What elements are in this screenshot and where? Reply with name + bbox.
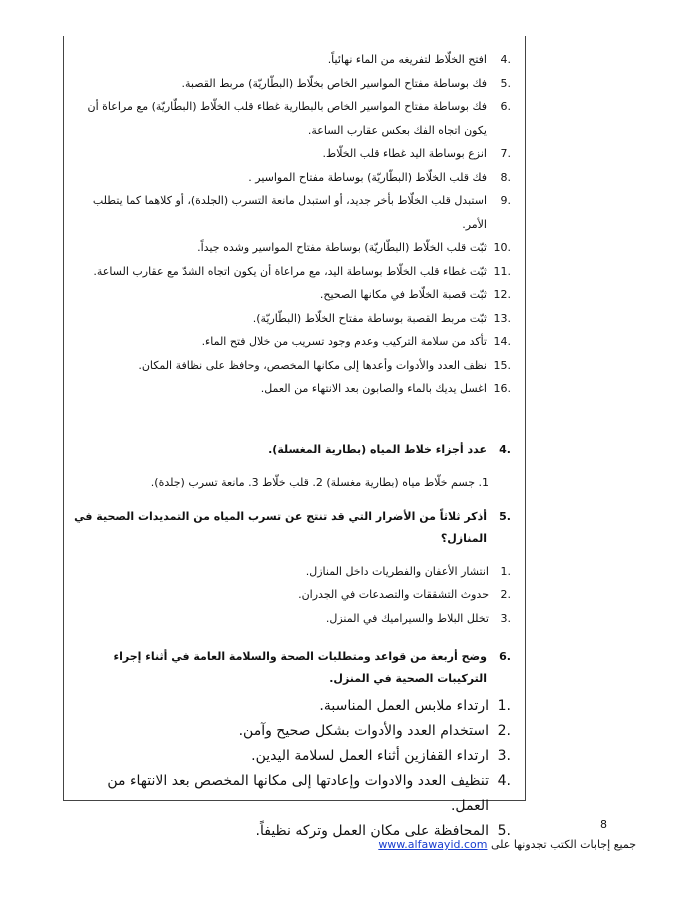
footer-link[interactable]: www.alfawayid.com	[378, 838, 488, 851]
answer-6-list	[67, 694, 511, 844]
list-item: 8. فك قلب الخلّاط (البطّاريّة) بوساطة مفتاح المواسير .	[248, 170, 511, 184]
list-item: 1. ارتداء ملابس العمل المناسبة.	[319, 698, 511, 714]
list-item: 3. تخلل البلاط والسيراميك في المنزل.	[325, 611, 511, 625]
list-item: 7. انزع بوساطة اليد غطاء قلب الخلّاط.	[322, 147, 511, 160]
footer-text: جميع إجابات الكتب تجدونها على	[490, 838, 636, 851]
page-number: 8	[600, 818, 607, 831]
list-item-continuation: الأمر.	[462, 217, 487, 231]
list-item: 12. ثبّت قصبة الخلّاط في مكانها الصحيح.	[319, 288, 511, 301]
list-item: 5. المحافظة على مكان العمل وتركه نظيفاً.	[255, 823, 511, 839]
list-item: 15. نظف العدد والأدوات وأعدها إلى مكانها المخصص، وحافظ على نظافة المكان.	[138, 358, 511, 372]
footer	[360, 838, 636, 851]
list-item: 1. انتشار الأعفان والفطريات داخل المنازل.	[305, 564, 511, 578]
list-item: 4. تنظيف العدد والادوات وإعادتها إلى مكانها المخصص بعد الانتهاء من العمل.	[107, 773, 511, 814]
answer-4: 1. جسم خلّاط مياه (بطارية مغسلة) 2. قلب خلّاط 3. مانعة تسرب (جلدة).	[150, 475, 489, 489]
list-item: 13. ثبّت مربط القصبة بوساطة مفتاح الخلّاط (البطّاريّة).	[252, 311, 511, 325]
steps-list	[67, 48, 511, 401]
list-item: 9. استبدل قلب الخلّاط بأخر جديد، أو استبدل مانعة التسرب (الجلدة)، أو كلاهما كما يتطلب	[92, 194, 511, 207]
list-item: 3. ارتداء القفازين أثناء العمل لسلامة اليدين.	[251, 748, 511, 764]
answer-5-list	[67, 560, 511, 631]
list-item: 2. حدوث التشققات والتصدعات في الجدران.	[298, 588, 511, 601]
list-item: 10. ثبّت قلب الخلّاط (البطّاريّة) بوساطة مفتاح المواسير وشده جيداً.	[197, 241, 511, 254]
list-item: 16. اغسل يديك بالماء والصابون بعد الانتهاء من العمل.	[260, 382, 511, 395]
question-5: 5. أذكر ثلاثاً من الأضرار التي قد تنتج عن تسرب المياه من التمديدات الصحية في المنازل؟	[74, 509, 511, 545]
list-item: 6. فك بوساطة مفتاح المواسير الخاص بالبطارية غطاء قلب الخلّاط (البطّاريّة) مع مراعاة أن	[87, 100, 511, 113]
list-item: 11. ثبّت غطاء قلب الخلّاط بوساطة اليد، مع مراعاة أن يكون اتجاه الشدّ مع عقارب الساعة.	[93, 264, 511, 278]
list-item: 4. افتح الخلّاط لتفريغه من الماء نهائياً.	[327, 53, 511, 66]
list-item: 5. فك بوساطة مفتاح المواسير الخاص بخلّاط (البطّاريّة) مربط القصبة.	[181, 76, 511, 90]
list-item-continuation: يكون اتجاه الفك بعكس عقارب الساعة.	[307, 123, 487, 137]
list-item: 14. تأكد من سلامة التركيب وعدم وجود تسريب من خلال فتح الماء.	[201, 335, 511, 348]
page-content	[67, 48, 511, 844]
question-6: 6. وضح أربعة من قواعد ومتطلبات الصحة والسلامة العامة في أثناء إجراء التركيبات الصحية في المنزل.	[113, 650, 511, 685]
list-item: 2. استخدام العدد والأدوات بشكل صحيح وآمن.	[238, 723, 511, 739]
question-4: 4. عدد أجزاء خلاط المياه (بطارية المغسلة).	[268, 442, 511, 456]
